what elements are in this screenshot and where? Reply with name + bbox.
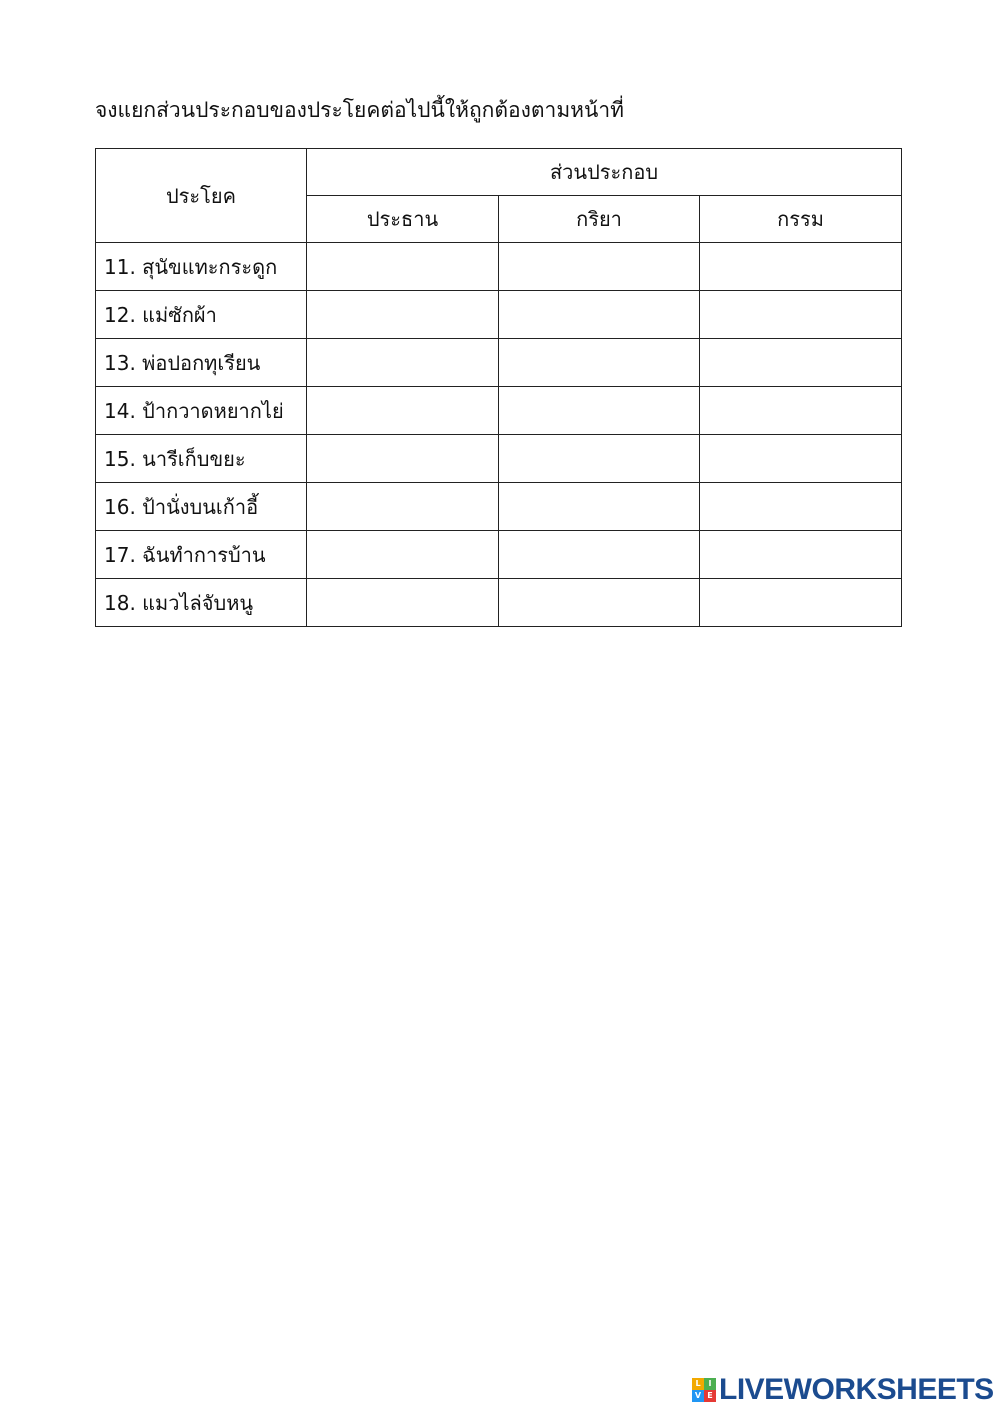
sentence-parts-table bbox=[95, 148, 902, 627]
table-row bbox=[96, 387, 902, 435]
sentence-cell: 13. พ่อปอกทุเรียน bbox=[96, 339, 307, 387]
table-row bbox=[96, 243, 902, 291]
subject-answer-cell[interactable] bbox=[307, 579, 499, 627]
object-answer-cell[interactable] bbox=[700, 531, 902, 579]
sentence-column-header: ประโยค bbox=[96, 149, 307, 243]
sentence-cell: 17. ฉันทำการบ้าน bbox=[96, 531, 307, 579]
sentence-cell: 16. ป้านั่งบนเก้าอี้ bbox=[96, 483, 307, 531]
table-row bbox=[96, 435, 902, 483]
logo-square-v: V bbox=[692, 1390, 704, 1402]
logo-square-i: I bbox=[704, 1378, 716, 1390]
subject-answer-cell[interactable] bbox=[307, 243, 499, 291]
verb-answer-cell[interactable] bbox=[499, 243, 700, 291]
verb-answer-cell[interactable] bbox=[499, 387, 700, 435]
logo-square-l: L bbox=[692, 1378, 704, 1390]
logo-text: LIVEWORKSHEETS bbox=[719, 1373, 994, 1406]
table-row bbox=[96, 483, 902, 531]
object-answer-cell[interactable] bbox=[700, 387, 902, 435]
object-answer-cell[interactable] bbox=[700, 339, 902, 387]
verb-answer-cell[interactable] bbox=[499, 483, 700, 531]
verb-answer-cell[interactable] bbox=[499, 435, 700, 483]
object-answer-cell[interactable] bbox=[700, 243, 902, 291]
sentence-cell: 18. แมวไล่จับหนู bbox=[96, 579, 307, 627]
table-row bbox=[96, 339, 902, 387]
object-column-header: กรรม bbox=[700, 196, 902, 243]
table-row bbox=[96, 579, 902, 627]
sentence-cell: 12. แม่ซักผ้า bbox=[96, 291, 307, 339]
logo-square-e: E bbox=[704, 1390, 716, 1402]
sentence-cell: 14. ป้ากวาดหยากไย่ bbox=[96, 387, 307, 435]
object-answer-cell[interactable] bbox=[700, 291, 902, 339]
object-answer-cell[interactable] bbox=[700, 483, 902, 531]
subject-answer-cell[interactable] bbox=[307, 483, 499, 531]
verb-answer-cell[interactable] bbox=[499, 291, 700, 339]
liveworksheets-logo-icon bbox=[692, 1378, 716, 1402]
object-answer-cell[interactable] bbox=[700, 435, 902, 483]
verb-answer-cell[interactable] bbox=[499, 579, 700, 627]
verb-answer-cell[interactable] bbox=[499, 531, 700, 579]
subject-answer-cell[interactable] bbox=[307, 291, 499, 339]
table-row bbox=[96, 531, 902, 579]
table-row bbox=[96, 291, 902, 339]
subject-column-header: ประธาน bbox=[307, 196, 499, 243]
object-answer-cell[interactable] bbox=[700, 579, 902, 627]
sentence-cell: 11. สุนัขแทะกระดูก bbox=[96, 243, 307, 291]
parts-column-header: ส่วนประกอบ bbox=[307, 149, 902, 196]
subject-answer-cell[interactable] bbox=[307, 435, 499, 483]
verb-column-header: กริยา bbox=[499, 196, 700, 243]
subject-answer-cell[interactable] bbox=[307, 531, 499, 579]
instruction-text: จงแยกส่วนประกอบของประโยคต่อไปนี้ให้ถูกต้องตามหน้าที่ bbox=[95, 98, 624, 122]
sentence-cell: 15. นารีเก็บขยะ bbox=[96, 435, 307, 483]
subject-answer-cell[interactable] bbox=[307, 387, 499, 435]
verb-answer-cell[interactable] bbox=[499, 339, 700, 387]
liveworksheets-logo bbox=[692, 1373, 994, 1406]
subject-answer-cell[interactable] bbox=[307, 339, 499, 387]
